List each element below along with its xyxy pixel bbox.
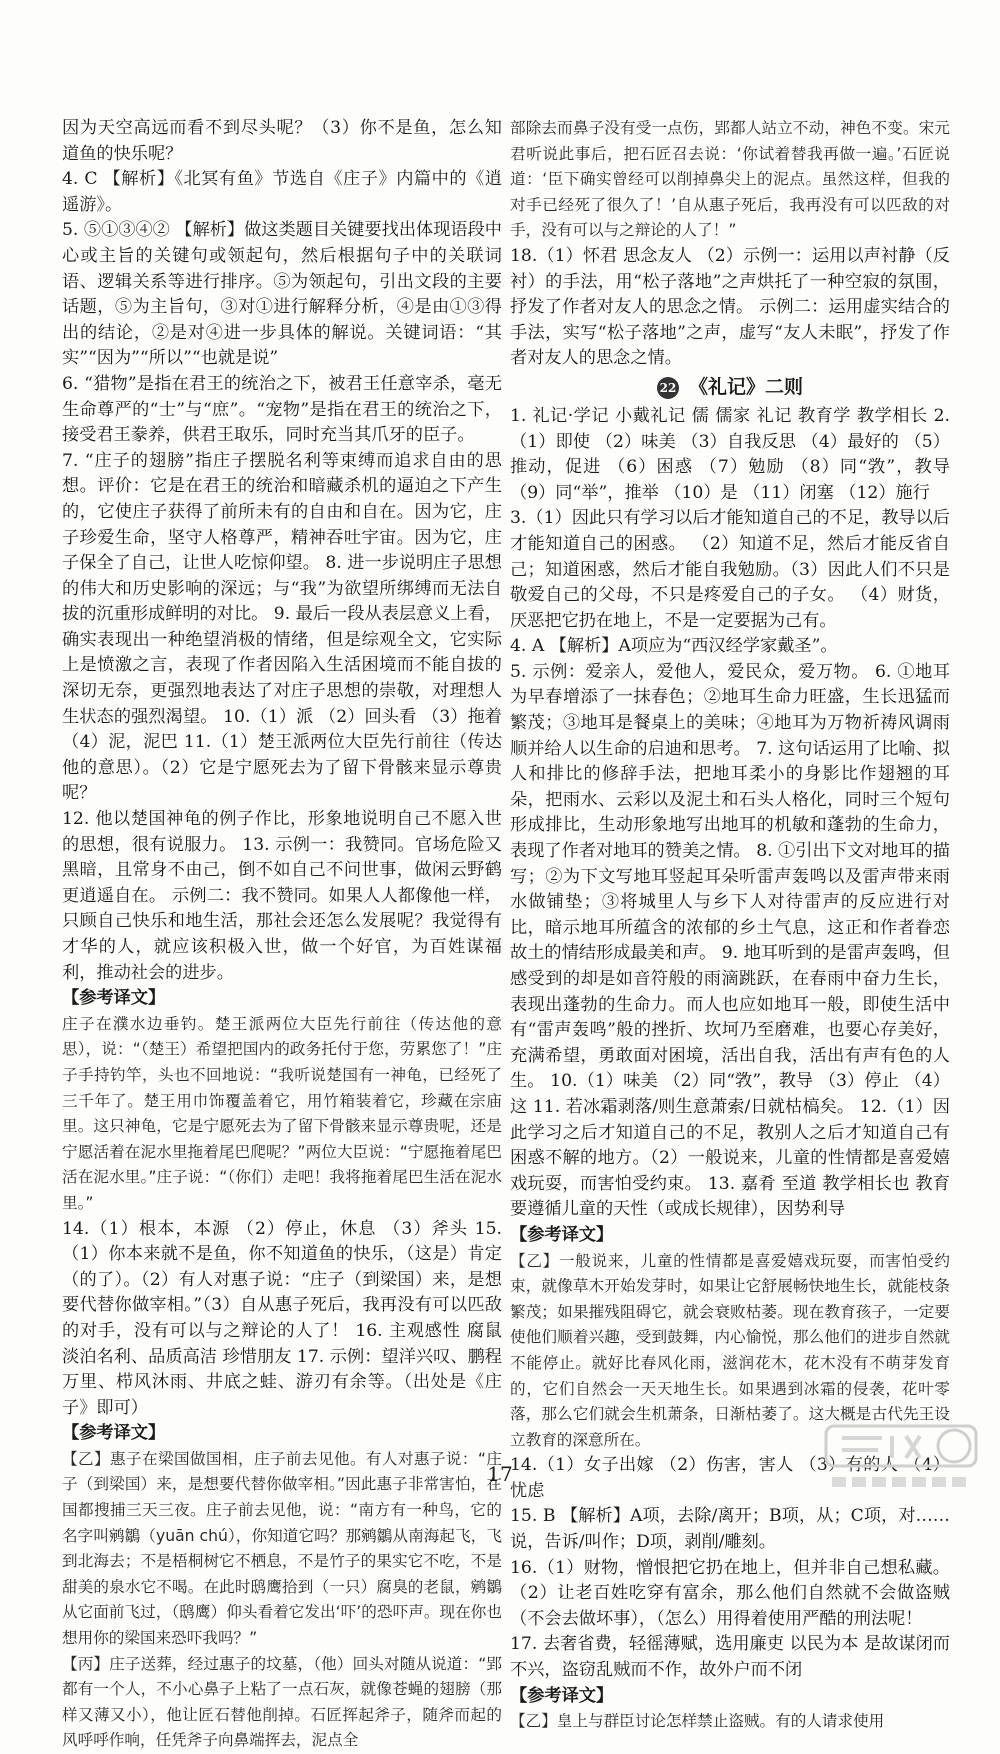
page-number: 17 (487, 1462, 513, 1486)
section-heading (510, 375, 950, 401)
left-column (62, 116, 502, 1754)
answer-paragraph: 15. B 【解析】A项，去除/离开；B项，从；C项，对……说，告诉/叫作；D项，剥削/雕刻。 (510, 1506, 950, 1553)
translation-heading: 【参考译文】 (510, 1685, 614, 1706)
translation-heading: 【参考译文】 (62, 1423, 166, 1444)
translation-paragraph: 【乙】皇上与群臣讨论怎样禁止盗贼。有的人请求使用 (510, 1712, 885, 1731)
answer-paragraph: 6. “猎物”是指在君王的统治之下，被君王任意宰杀，毫无生命尊严的“士”与“庶”。“宠物”是指在君王的统治之下，接受君王豢养，供君王取乐，同时充当其爪牙的臣子。 (62, 373, 502, 446)
answer-paragraph: 因为天空高远而看不到尽头呢？（3）你不是鱼，怎么知道鱼的快乐呢？ (62, 118, 502, 164)
translation-paragraph: 【丙】庄子送葬，经过惠子的坟墓，（他）回头对随从说道：“郢都有一个人，不小心鼻子上粘了一点石灰，就像苍蝇的翅膀（那样又薄又小），他让匠石替他削掉。石匠挥起斧子，随斧而起的风呼呼作响，任凭斧子向鼻端挥去，泥点全 (62, 1654, 502, 1750)
translation-paragraph: 庄子在濮水边垂钓。楚王派两位大臣先行前往（传达他的意思），说：“（楚王）希望把国内的政务托付于您，劳累您了！”庄子手持钓竿，头也不回地说：“我听说楚国有一神龟，已经死了三千年了。楚王用巾饰覆盖着它，用竹箱装着它，珍藏在宗庙里。这只神龟，它是宁愿死去为了留下骨骸来显示尊贵呢，还是宁愿活着在泥水里拖着尾巴爬呢？”两位大臣说：“宁愿拖着尾巴活在泥水里。”庄子说：“（你们）走吧！我将拖着尾巴生活在泥水里。” (62, 1014, 502, 1212)
translation-heading: 【参考译文】 (62, 988, 166, 1009)
watermark-logo-icon (822, 1420, 982, 1496)
answer-paragraph: 12. 他以楚国神龟的例子作比，形象地说明自己不愿入世的思想，很有说服力。 13. 示例一：我赞同。官场危险又黑暗，且常身不由己，倒不如自己不问世事，做闲云野鹤更逍遥自在。 示例二：我不赞同。如果人人都像他一样，只顾自己快乐和地生活，那社会还怎么发展呢？我觉得有才华的人，就应该积极入世，做一个好官，为百姓谋福利，推动社会的进步。 (62, 809, 502, 983)
answer-paragraph: 14.（1）根本，本源 （2）停止，休息 （3）斧头 15.（1）你本来就不是鱼，你不知道鱼的快乐，（这是）肯定（的了）。（2）有人对惠子说：“庄子（到梁国）来，是想要代替你做宰相。”（3）自从惠子死后，我再没有可以匹敌的对手，没有可以与之辩论的人了！ 16. 主观感性 腐鼠 淡泊名利、品质高洁 珍惜朋友 17. 示例：望洋兴叹、鹏程万里、栉风沐雨、井底之蛙、游刃有余等。（出处是《庄子》即可） (62, 1218, 502, 1418)
answer-paragraph: 14.（1）女子出嫁 （2）伤害，害人 （3）有的人 （4）忧虑 (510, 1455, 950, 1501)
answer-paragraph: 5. ⑤①③④② 【解析】做这类题目关键要找出体现语段中心或主旨的关键句或领起句，然后根据句子中的关联词语、逻辑关系等进行排序。⑤为领起句，引出文段的主要话题，⑤为主旨句，③对①进行解释分析，④是由①③得出的结论，②是对④进一步具体的解说。关键词语：“其实”“因为”“所以”“也就是说” (62, 220, 502, 369)
answer-paragraph: 18.（1）怀君 思念友人 （2）示例一：运用以声衬静（反衬）的手法，用“松子落地”之声烘托了一种空寂的氛围，抒发了作者对友人的思念之情。 示例二：运用虚实结合的手法，实写“松子落地”之声，虚写“友人未眠”，抒发了作者对友人的思念之情。 (510, 245, 950, 369)
translation-paragraph: 【乙】一般说来，儿童的性情都是喜爱嬉戏玩耍，而害怕受约束，就像草木开始发芽时，如果让它舒展畅快地生长，就能枝条繁茂；如果摧残阻碍它，就会衰败枯萎。现在教育孩子，一定要使他们顺着兴趣，受到鼓舞，内心愉悦，那么他们的进步自然就不能停止。就好比春风化雨，滋润花木，花木没有不萌芽发育的，它们自然会一天天地生长。如果遇到冰霜的侵袭，花叶零落，那么它们就会生机萧条，日渐枯萎了。这大概是古代先王设立教育的深意所在。 (510, 1251, 950, 1449)
answer-paragraph: 5. 示例：爱亲人，爱他人，爱民众，爱万物。 6. ①地耳为早春增添了一抹春色；②地耳生命力旺盛，生长迅猛而繁茂；③地耳是餐桌上的美味；④地耳为万物祈祷风调雨顺并给人以生命的启迪和思考。 7. 这句话运用了比喻、拟人和排比的修辞手法，把地耳柔小的身影比作翅翘的耳朵，把雨水、云彩以及泥土和石头人格化，同时三个短句形成排比，生动形象地写出地耳的机敏和蓬勃的生命力，表现了作者对地耳的赞美之情。 8. ①引出下文对地耳的描写；②为下文写地耳竖起耳朵听雷声轰鸣以及雷声带来雨水做铺垫；③将城里人与乡下人对待雷声的反应进行对比，暗示地耳所蕴含的浓郁的乡土气息，这正和作者眷恋故土的情结形成最美和声。 9. 地耳听到的是雷声轰鸣，但感受到的却是如音符般的雨滴跳跃，在春雨中奋力生长，表现出蓬勃的生命力。而人也应如地耳一般，即使生活中有“雷声轰鸣”般的挫折、坎坷乃至磨难，也要心存美好，充满希望，勇敢面对困境，活出自我，活出有声有色的人生。 10.（1）味美 （2）同“敩”，教导 （3）停止 （4）这 11. 若冰霜剥落/则生意萧索/日就枯槁矣。 12.（1）因此学习之后才知道自己的不足，教别人之后才知道自己有困惑不解的地方。（2）一般说来，儿童的性情都是喜爱嬉戏玩耍，而害怕受约束。 13. 嘉肴 至道 教学相长也 教育要遵循儿童的天性（或成长规律），因势利导 (510, 661, 950, 1220)
translation-heading: 【参考译文】 (510, 1224, 614, 1245)
answer-paragraph: 17. 去奢省费，轻徭薄赋，选用廉吏 以民为本 是故谋闭而不兴，盗窃乱贼而不作，故外户而不闭 (510, 1634, 950, 1681)
section-number-badge: 22 (657, 377, 679, 399)
answer-paragraph: 4. A 【解析】A项应为“西汉经学家戴圣”。 (510, 636, 838, 657)
answer-paragraph: 4. C 【解析】《北冥有鱼》节选自《庄子》内篇中的《逍遥游》。 (62, 169, 502, 215)
translation-paragraph: 部除去而鼻子没有受一点伤，郢都人站立不动，神色不变。宋元君听说此事后，把石匠召去说：‘你试着替我再做一遍。’石匠说道：‘臣下确实曾经可以削掉鼻尖上的泥点。虽然这样，但我的对手已经死了很久了！’自从惠子死后，我再没有可以匹敌的对手，没有可以与之辩论的人了！” (510, 119, 950, 240)
answer-paragraph: 16.（1）财物，憎恨把它扔在地上，但并非自己想私藏。（2）让老百姓吃穿有富余，那么他们自然就不会做盗贼（不会去做坏事），（怎么）用得着使用严酷的刑法呢！ (510, 1557, 950, 1629)
translation-paragraph: 【乙】惠子在梁国做国相，庄子前去见他。有人对惠子说：“庄子（到梁国）来，是想要代替你做宰相。”因此惠子非常害怕，在国都搜捕三天三夜。庄子前去见他，说：“南方有一种鸟，它的名字叫鹓鶵（yuān chú），你知道它吗？那鹓鶵从南海起飞，飞到北海去；不是梧桐树它不栖息，不是竹子的果实它不吃，不是甜美的泉水它不喝。在此时鸱鹰拾到（一只）腐臭的老鼠，鹓鶵从它面前飞过，（鸱鹰）仰头看着它发出‘吓’的恐吓声。现在你也想用你的梁国来恐吓我吗？” (62, 1449, 502, 1648)
section-title: 《礼记》二则 (688, 376, 803, 399)
answer-paragraph: 7. “庄子的翅膀”指庄子摆脱名利等束缚而追求自由的思想。评价：它是在君王的统治和暗藏杀机的逼迫之下产生的，它使庄子获得了前所未有的自由和自在。因为它，庄子珍爱生命，坚守人格尊严，精神吞吐宇宙。因为它，庄子保全了自己，让世人吃惊仰望。 8. 进一步说明庄子思想的伟大和历史影响的深远；与“我”为欲望所绑缚而无法自拔的沉重形成鲜明的对比。 9. 最后一段从表层意义上看，确实表现出一种绝望消极的情绪，但是综观全文，它实际上是愤激之言，表现了作者因陷入生活困境而不能自拔的深切无奈，更强烈地表达了对庄子思想的崇敬，对理想人生状态的强烈渴望。 10.（1）派 （2）回头看 （3）拖着（4）泥，泥巴 11.（1）楚王派两位大臣先行前往（传达他的意思）。（2）它是宁愿死去为了留下骨骸来显示尊贵呢？ (62, 450, 502, 804)
answer-paragraph: 1. 礼记·学记 小戴礼记 儒 儒家 礼记 教育学 教学相长 2.（1）即使 （2）味美 （3）自我反思 （4）最好的 （5）推动，促进 （6）困惑 （7）勉励 （8）同“敩”，教导 （9）同“举”，推举 （10）是 （11）闭塞 （12）施行 (510, 405, 950, 503)
answer-paragraph: 3.（1）因此只有学习以后才能知道自己的不足，教导以后才能知道自己的困惑。 （2）知道不足，然后才能反省自己；知道困惑，然后才能自我勉励。（3）因此人们不只是敬爱自己的父母，不只是疼爱自己的子女。 （4）财货，厌恶把它扔在地上，不是一定要据为己有。 (510, 508, 950, 631)
